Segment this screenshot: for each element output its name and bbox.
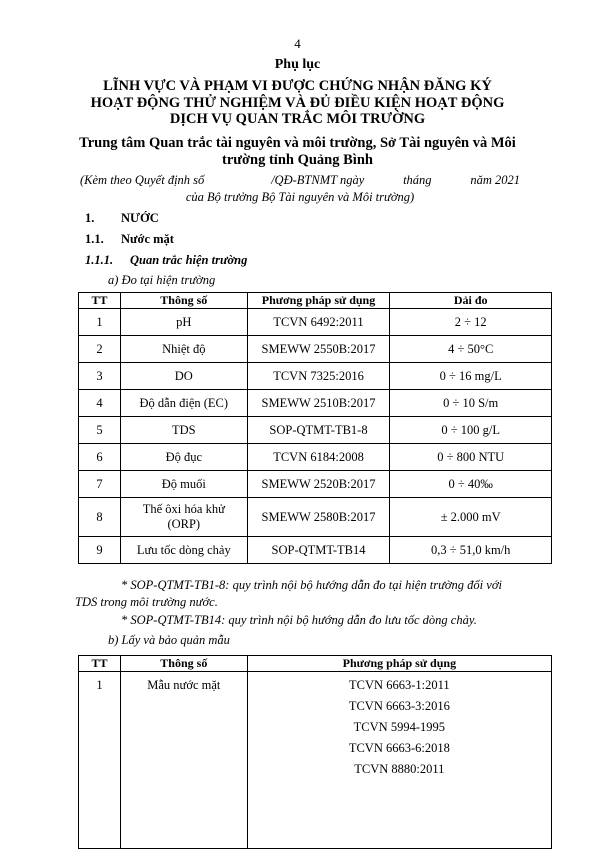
table-row: 7 Độ muối SMEWW 2520B:2017 0 ÷ 40‰ [79, 471, 552, 498]
sampling-table [78, 655, 552, 849]
table-row: 4 Độ dẫn điện (EC) SMEWW 2510B:2017 0 ÷ 10 S/m [79, 390, 552, 417]
table-row: 1 pH TCVN 6492:2011 2 ÷ 12 [79, 309, 552, 336]
method-item: TCVN 6663-1:2011 [349, 678, 450, 692]
note-tds: * SOP-QTMT-TB1-8: quy trình nội bộ hướng dẫn đo tại hiện trường đối với TDS trong môi trường nước. [75, 578, 502, 609]
organization-name [70, 135, 525, 168]
decree-part: (Kèm theo Quyết định số [80, 173, 205, 187]
section-1-1-1-heading: 1.1.1. Quan trắc hiện trường [85, 253, 248, 267]
title-line: HOẠT ĐỘNG THỬ NGHIỆM VÀ ĐỦ ĐIỀU KIỆN HOẠT ĐỘNG [90, 94, 505, 111]
table-row: 6 Độ đục TCVN 6184:2008 0 ÷ 800 NTU [79, 444, 552, 471]
table-header-row [79, 293, 552, 309]
method-item: TCVN 6663-6:2018 [348, 741, 450, 755]
page-number: 4 [294, 36, 301, 51]
method-item: TCVN 6663-3:2016 [348, 699, 450, 713]
title-line: DỊCH VỤ QUAN TRẮC MÔI TRƯỜNG [169, 111, 426, 127]
table-row: 3 DO TCVN 7325:2016 0 ÷ 16 mg/L [79, 363, 552, 390]
header-cell: Phương pháp sử dụng [247, 656, 551, 672]
table-row: 1 Mẫu nước mặt TCVN 6663-1:2011 TCVN 6663-3:2016 TCVN 5994-1995 TCVN 6663-6:2018 TCVN 8880:2011 [79, 672, 552, 849]
section-1-1-heading: 1.1. Nước mặt [85, 232, 174, 246]
table-row: 2 Nhiệt độ SMEWW 2550B:2017 4 ÷ 50°C [79, 336, 552, 363]
appendix-heading: Phụ lục [274, 57, 321, 72]
decree-part: /QĐ-BTNMT ngày [271, 173, 365, 187]
decree-part: tháng [403, 173, 432, 187]
header-cell: Thông số [120, 656, 247, 672]
note-flow: * SOP-QTMT-TB14: quy trình nội bộ hướng dẫn đo lưu tốc dòng chảy. [121, 613, 477, 627]
document-title [70, 78, 525, 128]
header-cell: Thông số [120, 293, 247, 309]
decree-reference [80, 172, 520, 206]
decree-part: năm 2021 [470, 173, 520, 187]
title-line: LĨNH VỰC VÀ PHẠM VI ĐƯỢC CHỨNG NHẬN ĐĂNG KÝ [103, 78, 492, 94]
section-1-heading: 1. NƯỚC [85, 211, 159, 225]
header-cell: TT [79, 656, 121, 672]
method-item: TCVN 8880:2011 [354, 762, 445, 776]
subsection-b: b) Lấy và bảo quản mẫu [108, 633, 230, 647]
method-item: TCVN 5994-1995 [353, 720, 445, 734]
header-cell: TT [79, 293, 121, 309]
org-line: trường tỉnh Quảng Bình [222, 151, 373, 168]
table-row: 9 Lưu tốc dòng chảy SOP-QTMT-TB14 0,3 ÷ 51,0 km/h [79, 537, 552, 564]
decree-line-2: của Bộ trưởng Bộ Tài nguyên và Môi trường) [185, 190, 415, 204]
header-cell: Phương pháp sử dụng [247, 293, 390, 309]
org-line: Trung tâm Quan trắc tài nguyên và môi trường, Sở Tài nguyên và Môi [79, 135, 516, 151]
table-row: 8 Thế ôxi hóa khử (ORP) SMEWW 2580B:2017 ± 2.000 mV [79, 498, 552, 537]
table-row: 5 TDS SOP-QTMT-TB1-8 0 ÷ 100 g/L [79, 417, 552, 444]
header-cell: Dải đo [390, 293, 552, 309]
field-measurement-table [78, 292, 552, 564]
subsection-a: a) Đo tại hiện trường [108, 273, 216, 287]
table-header-row [79, 656, 552, 672]
